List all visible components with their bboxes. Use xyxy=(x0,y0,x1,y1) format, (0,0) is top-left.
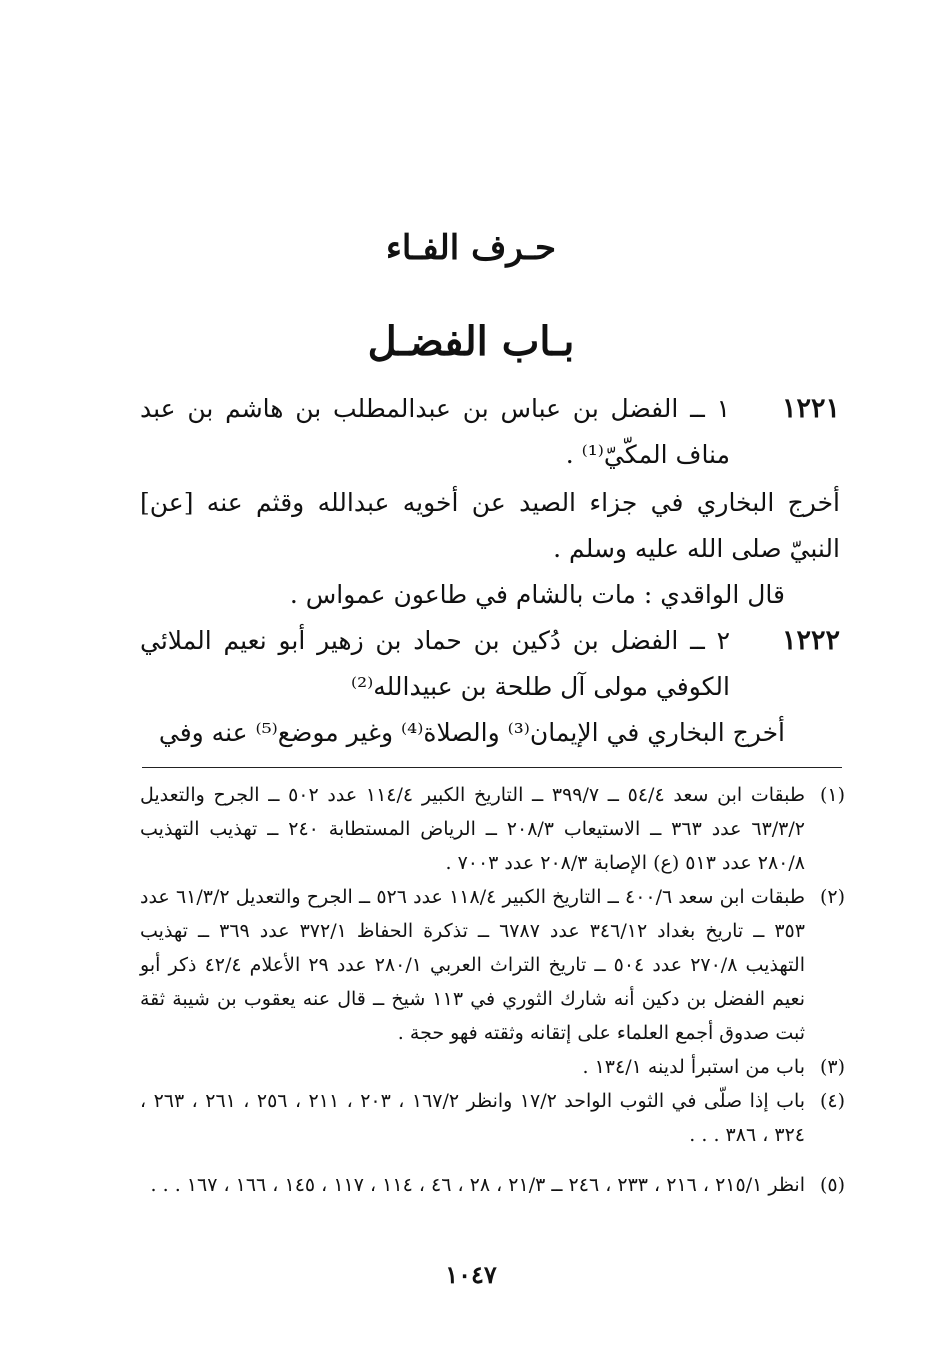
entry-1222 xyxy=(140,618,840,710)
footnote xyxy=(140,1168,845,1202)
footnote xyxy=(140,778,845,880)
chapter-title: حـرف الفـاء xyxy=(385,228,557,268)
entry-paragraph: أخرج البخاري في الإيمان⁽³⁾ والصلاة⁽⁴⁾ وغير موضع⁽⁵⁾ عنه وفي xyxy=(158,718,785,747)
footnote-mark: (٣) xyxy=(819,1056,845,1078)
entry-1221 xyxy=(140,386,840,478)
entry-paragraph: قال الواقدي : مات بالشام في طاعون عمواس . xyxy=(289,580,785,609)
footnote xyxy=(140,1084,845,1152)
footnote xyxy=(140,880,845,1050)
footnote-mark: (٥) xyxy=(819,1174,845,1196)
section-title: بـاب الفضـل xyxy=(367,318,575,365)
entry-number: ١٢٢١ xyxy=(781,393,840,424)
footnote-mark: (٤) xyxy=(819,1090,845,1112)
entry-heading: ١ ــ الفضل بن عباس بن عبدالمطلب بن هاشم بن عبد مناف المكّيّ⁽¹⁾ . xyxy=(140,394,730,469)
footnote-text: باب من استبرأ لدينه ١٣٤/١ . xyxy=(582,1056,805,1078)
footnote-text: انظر ٢١٥/١ ، ٢١٦ ، ٢٣٣ ، ٢٤٦ ــ ٢١/٣ ، ٢٨ ، ٤٦ ، ١١٤ ، ١١٧ ، ١٤٥ ، ١٦٦ ، ١٦٧ . . . xyxy=(150,1174,805,1196)
footnote-text: طبقات ابن سعد ٥٤/٤ ــ ٣٩٩/٧ ــ التاريخ الكبير ١١٤/٤ عدد ٥٠٢ ــ الجرح والتعديل ٦٣/٣/٢ عدد ٣٦٣ ــ الاستيعاب ٢٠٨/٣ ــ الرياض المستطابة ٢٤٠ ــ تهذيب التهذيب ٢٨٠/٨ عدد ٥١٣ (ع) الإصابة ٢٠٨/٣ عدد ٧٠٠٣ . xyxy=(140,784,805,874)
footnote-mark: (١) xyxy=(819,784,845,806)
entry-heading: ٢ ــ الفضل بن دُكين بن حماد بن زهير أبو نعيم الملائي الكوفي مولى آل طلحة بن عبيدالله⁽²⁾ xyxy=(140,626,730,701)
footnote-gap xyxy=(140,1152,845,1168)
footnotes xyxy=(140,778,845,1202)
footnote-text: طبقات ابن سعد ٤٠٠/٦ ــ التاريخ الكبير ١١٨/٤ عدد ٥٢٦ ــ الجرح والتعديل ٦١/٣/٢ عدد ٣٥٣ ــ تاريخ بغداد ٣٤٦/١٢ عدد ٦٧٨٧ ــ تذكرة الحفاظ ٣٧٢/١ عدد ٣٦٩ ــ تهذيب التهذيب ٢٧٠/٨ عدد ٥٠٤ ــ تاريخ التراث العربي ٢٨٠/١ عدد ٢٩ الأعلام ٤٢/٤ ذكر أبو نعيم الفضل بن دكين أنه شارك الثوري في ١١٣ شيخ ــ قال عنه يعقوب بن شيبة ثقة ثبت صدوق أجمع العلماء على إتقانه وثقته فهو حجة . xyxy=(140,886,806,1044)
footnote-separator xyxy=(142,767,842,768)
entry-number: ١٢٢٢ xyxy=(781,625,840,656)
page-number: ١٠٤٧ xyxy=(445,1260,497,1289)
footnote-mark: (٢) xyxy=(819,886,845,908)
footnote xyxy=(140,1050,845,1084)
entry-paragraph: أخرج البخاري في جزاء الصيد عن أخويه عبدالله وقثم عنه [عن] النبيّ صلى الله عليه وسلم . xyxy=(140,488,840,563)
footnote-text: باب إذا صلّى في الثوب الواحد ١٧/٢ وانظر ١٦٧/٢ ، ٢٠٣ ، ٢١١ ، ٢٥٦ ، ٢٦١ ، ٢٦٣ ، ٣٢٤ ، ٣٨٦ . . . xyxy=(140,1090,806,1146)
